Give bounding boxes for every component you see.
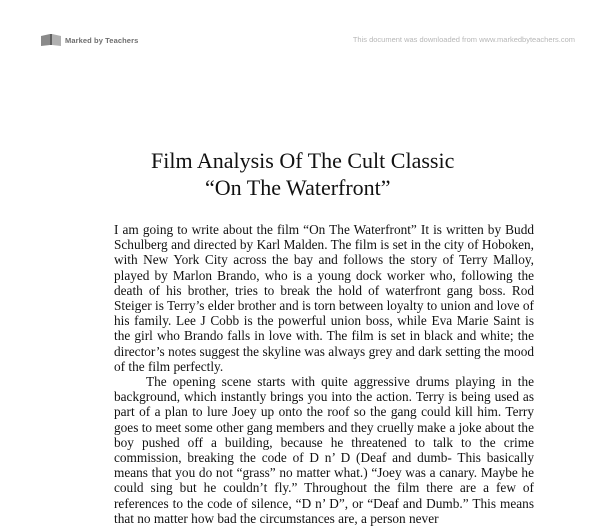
paragraph: I am going to write about the film “On The Waterfront” It is written by Budd Schulberg and directed by Karl Malden. The film is set in the city of Hoboken, with New York City across the bay and follows the story of Terry Malloy, played by Marlon Brando, who is a young dock worker who, following the death of his brother, tries to break the hold of waterfront gang boss. Rod Steiger is Terry’s elder brother and is torn between loyalty to union and love of his family. Lee J Cobb is the powerful union boss, while Eva Marie Saint is the girl who Brando falls in love with. The film is set in black and white; the director’s notes suggest the skyline was always grey and dark setting the mood of the film perfectly. [114,222,534,374]
download-note: This document was downloaded from www.markedbyteachers.com [352,35,575,44]
paragraph: The opening scene starts with quite aggressive drums playing in the background, which instantly brings you into the action. Terry is being used as part of a plan to lure Joey up onto the roof so the gang could kill him. Terry goes to meet some other gang members and they cruelly make a joke about the boy pushed off a building, because he threatened to talk to the crime commission, breaking the code of D n’ D (Deaf and dumb- This basically means that you do not “grass” no matter what.) “Joey was a canary. Maybe he could sing but he couldn’t fly.” Throughout the film there are a few of references to the code of silence, “D n’ D”, or “Deaf and Dumb.” This means that no matter how bad the circumstances are, a person never [114,374,534,526]
brand-name: Marked by Teachers [65,35,139,45]
brand-logo [40,33,138,47]
title-line-1: Film Analysis Of The Cult Classic [151,148,455,173]
document-body [114,222,534,526]
title-line-2: “On The Waterfront” [205,175,391,200]
book-logo-icon [40,33,62,47]
